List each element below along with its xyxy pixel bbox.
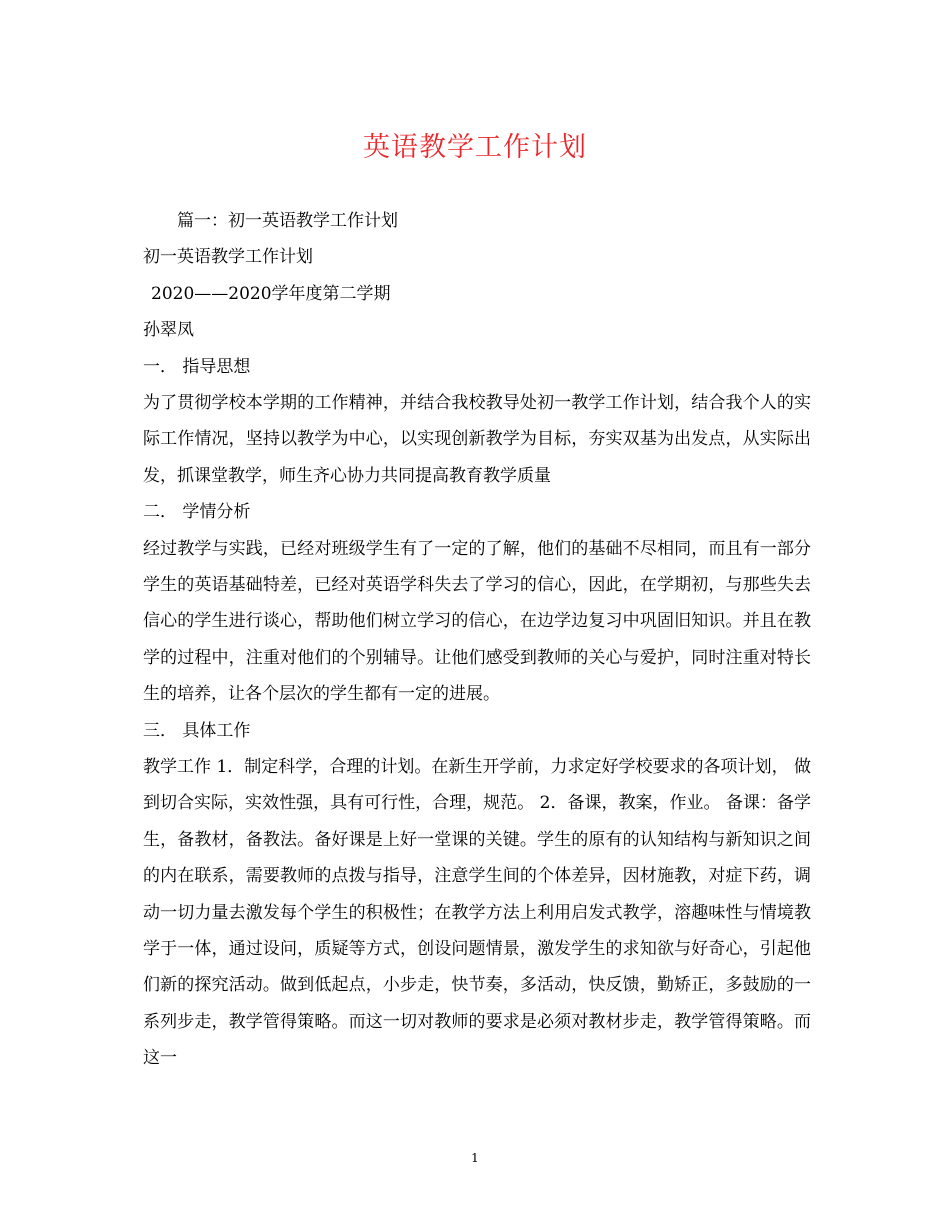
paragraph-specific-work: 教学工作 1．制定科学，合理的计划。在新生开学前，力求定好学校要求的各项计划， 做到切合实际，实效性强，具有可行性，合理，规范。 2．备课，教案，作业。 备课：备学生，备教材，备教法。备好课是上好一堂课的关键。学生的原有的认知结构与新知识之间的内在联系，需要教师的点拨与指导，注意学生间的个体差异，因材施教，对症下药，调动一切力量去激发每个学生的积极性；在教学方法上利用启发式教学，溶趣味性与情境教学于一体，通过设问，质疑等方式，创设问题情景，激发学生的求知欲与好奇心，引起他们新的探究活动。做到低起点，小步走，快节奏，多活动，快反馈，勤矫正，多鼓励的一系列步走，教学管得策略。而这一切对教师的要求是必须对教材步走，教学管得策略。而这一: [143, 756, 811, 1069]
document-body: [143, 203, 811, 1077]
heading-specific-work: 三． 具体工作: [143, 720, 251, 741]
paragraph-guiding-ideology: 为了贯彻学校本学期的工作精神，并结合我校教导处初一教学工作计划，结合我个人的实际工作情况，坚持以教学为中心，以实现创新教学为目标，夯实双基为出发点，从实际出发，抓课堂教学，师生齐心协力共同提高教育教学质量: [143, 392, 811, 486]
paragraph-student-analysis: 经过教学与实践，已经对班级学生有了一定的了解，他们的基础不尽相同，而且有一部分学生的英语基础特差，已经对英语学科失去了学习的信心，因此，在学期初，与那些失去信心的学生进行谈心，帮助他们树立学习的信心，在边学边复习中巩固旧知识。并且在教学的过程中，注重对他们的个别辅导。让他们感受到教师的关心与爱护，同时注重对特长生的培养，让各个层次的学生都有一定的进展。: [143, 538, 811, 705]
section-subtitle: 篇一：初一英语教学工作计划: [177, 211, 398, 231]
author-name: 孙翠凤: [143, 320, 194, 341]
plan-title: 初一英语教学工作计划: [143, 247, 313, 268]
school-year: 2020——2020学年度第二学期: [151, 283, 391, 304]
document-title: 英语教学工作计划: [363, 132, 587, 163]
page-number: 1: [471, 1151, 479, 1165]
heading-student-analysis: 二． 学情分析: [143, 502, 251, 523]
heading-guiding-ideology: 一． 指导思想: [143, 356, 251, 377]
